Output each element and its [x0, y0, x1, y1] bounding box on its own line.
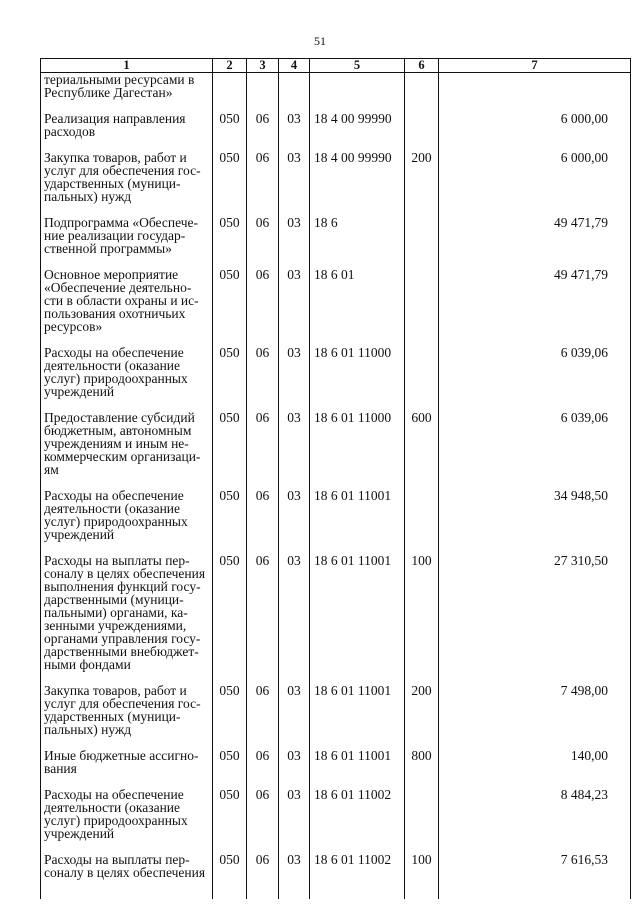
row-name-line: бюджетным, автономным: [44, 423, 192, 438]
row-col4-cell: 03: [279, 749, 310, 775]
row-col2-cell: [213, 73, 247, 100]
row-name-line: услуг для обеспечения гос-: [44, 163, 201, 178]
row-col2-cell: 050: [213, 749, 247, 775]
row-name-cell: [41, 151, 213, 203]
row-name-cell: [41, 853, 213, 879]
row-col6-cell: [405, 268, 439, 333]
row-name-cell: [41, 684, 213, 736]
row-name-cell: [41, 788, 213, 840]
row-col4-cell: 03: [279, 112, 310, 138]
table-row: [41, 268, 631, 333]
row-name-cell: [41, 489, 213, 541]
table-row: [41, 216, 631, 255]
row-col3-cell: 06: [247, 489, 279, 541]
row-code-cell: 18 6: [310, 216, 405, 255]
row-amount-cell: 6 000,00: [439, 112, 631, 138]
row-amount-cell: 7 498,00: [439, 684, 631, 736]
row-code-cell: 18 6 01 11001: [310, 684, 405, 736]
row-col6-cell: [405, 489, 439, 541]
row-amount-cell: 6 000,00: [439, 151, 631, 203]
row-col4-cell: 03: [279, 268, 310, 333]
row-name-line: коммерческим организаци-: [44, 449, 201, 464]
row-col2-cell: 050: [213, 112, 247, 138]
row-name-line: услуг) природоохранных: [44, 813, 188, 828]
row-col3-cell: 06: [247, 268, 279, 333]
row-col4-cell: 03: [279, 346, 310, 398]
table-row: [41, 112, 631, 138]
row-name-line: пальными) органами, ка-: [44, 605, 188, 620]
row-col3-cell: [247, 73, 279, 100]
row-name-line: Подпрограмма «Обеспече-: [44, 215, 199, 230]
row-code-cell: 18 4 00 99990: [310, 151, 405, 203]
row-name-line: ние реализации государ-: [44, 228, 186, 243]
row-name-line: учреждениям и иным не-: [44, 436, 189, 451]
row-name-cell: [41, 216, 213, 255]
row-col2-cell: 050: [213, 151, 247, 203]
row-name-line: зенными учреждениями,: [44, 618, 187, 633]
table-header: [41, 59, 631, 73]
row-code-cell: 18 6 01 11000: [310, 411, 405, 476]
row-amount-cell: 7 616,53: [439, 853, 631, 879]
row-name-line: ресурсов»: [44, 319, 103, 334]
table-row: [41, 788, 631, 840]
row-amount-cell: 6 039,06: [439, 411, 631, 476]
row-col4-cell: 03: [279, 411, 310, 476]
row-code-cell: 18 6 01 11002: [310, 853, 405, 879]
row-col2-cell: 050: [213, 411, 247, 476]
spacer-cell: [405, 879, 439, 899]
row-col6-cell: 100: [405, 554, 439, 671]
row-code-cell: 18 4 00 99990: [310, 112, 405, 138]
row-col2-cell: 050: [213, 216, 247, 255]
row-name-line: ударственных (муници-: [44, 176, 181, 191]
row-amount-cell: 27 310,50: [439, 554, 631, 671]
row-name-line: Закупка товаров, работ и: [44, 150, 187, 165]
row-col3-cell: 06: [247, 112, 279, 138]
row-name-line: ственной программы»: [44, 241, 172, 256]
row-col4-cell: 03: [279, 216, 310, 255]
row-col3-cell: 06: [247, 151, 279, 203]
table-row: [41, 346, 631, 398]
row-name-line: Расходы на обеспечение: [44, 488, 184, 503]
row-col4-cell: 03: [279, 853, 310, 879]
row-name-line: пальных) нужд: [44, 722, 132, 737]
column-header-3: 3: [247, 59, 279, 73]
row-col3-cell: 06: [247, 788, 279, 840]
row-col2-cell: 050: [213, 853, 247, 879]
spacer-cell: [405, 99, 439, 112]
row-name-line: услуг) природоохранных: [44, 371, 188, 386]
table-row: [41, 151, 631, 203]
row-col6-cell: 100: [405, 853, 439, 879]
row-amount-cell: 140,00: [439, 749, 631, 775]
column-header-1: 1: [41, 59, 213, 73]
row-amount-cell: 49 471,79: [439, 268, 631, 333]
row-name-line: учреждений: [44, 527, 115, 542]
row-col2-cell: 050: [213, 684, 247, 736]
row-col6-cell: [405, 73, 439, 100]
row-amount-cell: 34 948,50: [439, 489, 631, 541]
row-col3-cell: 06: [247, 216, 279, 255]
table-row: [41, 554, 631, 671]
spacer-cell: [405, 203, 439, 216]
row-name-line: сти в области охраны и ис-: [44, 293, 199, 308]
row-code-cell: 18 6 01 11001: [310, 554, 405, 671]
row-name-line: Расходы на выплаты пер-: [44, 553, 190, 568]
row-col4-cell: 03: [279, 489, 310, 541]
row-col3-cell: 06: [247, 411, 279, 476]
row-col2-cell: 050: [213, 268, 247, 333]
row-col2-cell: 050: [213, 489, 247, 541]
row-col3-cell: 06: [247, 749, 279, 775]
column-header-6: 6: [405, 59, 439, 73]
row-name-line: дарственными (муници-: [44, 592, 184, 607]
budget-table: [40, 58, 631, 899]
table-row: [41, 684, 631, 736]
row-name-cell: [41, 73, 213, 100]
row-name-cell: [41, 268, 213, 333]
row-name-line: ям: [44, 462, 59, 477]
row-name-cell: [41, 411, 213, 476]
row-name-line: Предоставление субсидий: [44, 410, 195, 425]
row-col4-cell: 03: [279, 151, 310, 203]
row-name-line: соналу в целях обеспечения: [44, 566, 206, 581]
row-code-cell: 18 6 01 11000: [310, 346, 405, 398]
row-col6-cell: [405, 346, 439, 398]
column-header-2: 2: [213, 59, 247, 73]
row-amount-cell: 6 039,06: [439, 346, 631, 398]
row-name-line: услуг) природоохранных: [44, 514, 188, 529]
row-col2-cell: 050: [213, 788, 247, 840]
row-code-cell: 18 6 01 11001: [310, 749, 405, 775]
row-col4-cell: 03: [279, 684, 310, 736]
row-col6-cell: [405, 788, 439, 840]
table-row: [41, 411, 631, 476]
row-name-line: Расходы на выплаты пер-: [44, 852, 190, 867]
spacer-cell: [439, 879, 631, 899]
spacer-cell: [310, 879, 405, 899]
row-name-line: расходов: [44, 124, 96, 139]
row-col6-cell: 600: [405, 411, 439, 476]
row-name-line: Республике Дагестан»: [44, 85, 173, 100]
row-name-line: ударственных (муници-: [44, 709, 181, 724]
row-code-cell: [310, 73, 405, 100]
row-name-line: учреждений: [44, 384, 115, 399]
row-name-line: ными фондами: [44, 657, 131, 672]
row-name-line: выполнения функций госу-: [44, 579, 201, 594]
table-body: [41, 73, 631, 900]
spacer-cell: [405, 333, 439, 346]
row-col3-cell: 06: [247, 346, 279, 398]
table-row: [41, 489, 631, 541]
row-name-line: деятельности (оказание: [44, 800, 181, 815]
row-amount-cell: 49 471,79: [439, 216, 631, 255]
row-col6-cell: 200: [405, 151, 439, 203]
row-col3-cell: 06: [247, 853, 279, 879]
spacer-cell: [247, 879, 279, 899]
spacer-cell: [405, 775, 439, 788]
row-col3-cell: 06: [247, 554, 279, 671]
spacer-cell: [279, 879, 310, 899]
row-name-cell: [41, 554, 213, 671]
row-col6-cell: [405, 216, 439, 255]
row-amount-cell: [439, 73, 631, 100]
row-name-line: органами управления госу-: [44, 631, 201, 646]
row-col2-cell: 050: [213, 554, 247, 671]
row-col4-cell: 03: [279, 554, 310, 671]
row-name-line: вания: [44, 761, 77, 776]
row-name-cell: [41, 749, 213, 775]
row-code-cell: 18 6 01: [310, 268, 405, 333]
row-name-line: дарственными внебюджет-: [44, 644, 199, 659]
row-name-line: Иные бюджетные ассигно-: [44, 748, 199, 763]
row-col2-cell: 050: [213, 346, 247, 398]
row-col6-cell: 200: [405, 684, 439, 736]
spacer-cell: [213, 879, 247, 899]
row-name-line: пальных) нужд: [44, 189, 132, 204]
row-name-line: пользования охотничьих: [44, 306, 186, 321]
table-row: [41, 749, 631, 775]
row-name-line: учреждений: [44, 826, 115, 841]
row-col3-cell: 06: [247, 684, 279, 736]
column-header-4: 4: [279, 59, 310, 73]
spacer-cell: [41, 879, 213, 899]
row-name-line: Закупка товаров, работ и: [44, 683, 187, 698]
row-name-line: Расходы на обеспечение: [44, 787, 184, 802]
row-col6-cell: 800: [405, 749, 439, 775]
spacer-cell: [405, 255, 439, 268]
row-name-line: деятельности (оказание: [44, 358, 181, 373]
row-col4-cell: 03: [279, 788, 310, 840]
row-name-line: териальными ресурсами в: [44, 72, 195, 87]
row-name-cell: [41, 112, 213, 138]
row-name-line: услуг для обеспечения гос-: [44, 696, 201, 711]
column-header-7: 7: [439, 59, 631, 73]
page-number: 51: [314, 34, 326, 48]
row-name-line: деятельности (оказание: [44, 501, 181, 516]
row-name-line: соналу в целях обеспечения: [44, 865, 206, 880]
row-amount-cell: 8 484,23: [439, 788, 631, 840]
row-name-line: «Обеспечение деятельно-: [44, 280, 192, 295]
row-code-cell: 18 6 01 11002: [310, 788, 405, 840]
row-spacer: [41, 879, 631, 899]
row-name-line: Расходы на обеспечение: [44, 345, 184, 360]
table-row: [41, 853, 631, 879]
row-name-cell: [41, 346, 213, 398]
spacer-cell: [405, 476, 439, 489]
row-code-cell: 18 6 01 11001: [310, 489, 405, 541]
table-row: [41, 73, 631, 100]
row-col6-cell: [405, 112, 439, 138]
row-name-line: Основное мероприятие: [44, 267, 179, 282]
column-header-5: 5: [310, 59, 405, 73]
row-name-line: Реализация направления: [44, 111, 186, 126]
row-col4-cell: [279, 73, 310, 100]
